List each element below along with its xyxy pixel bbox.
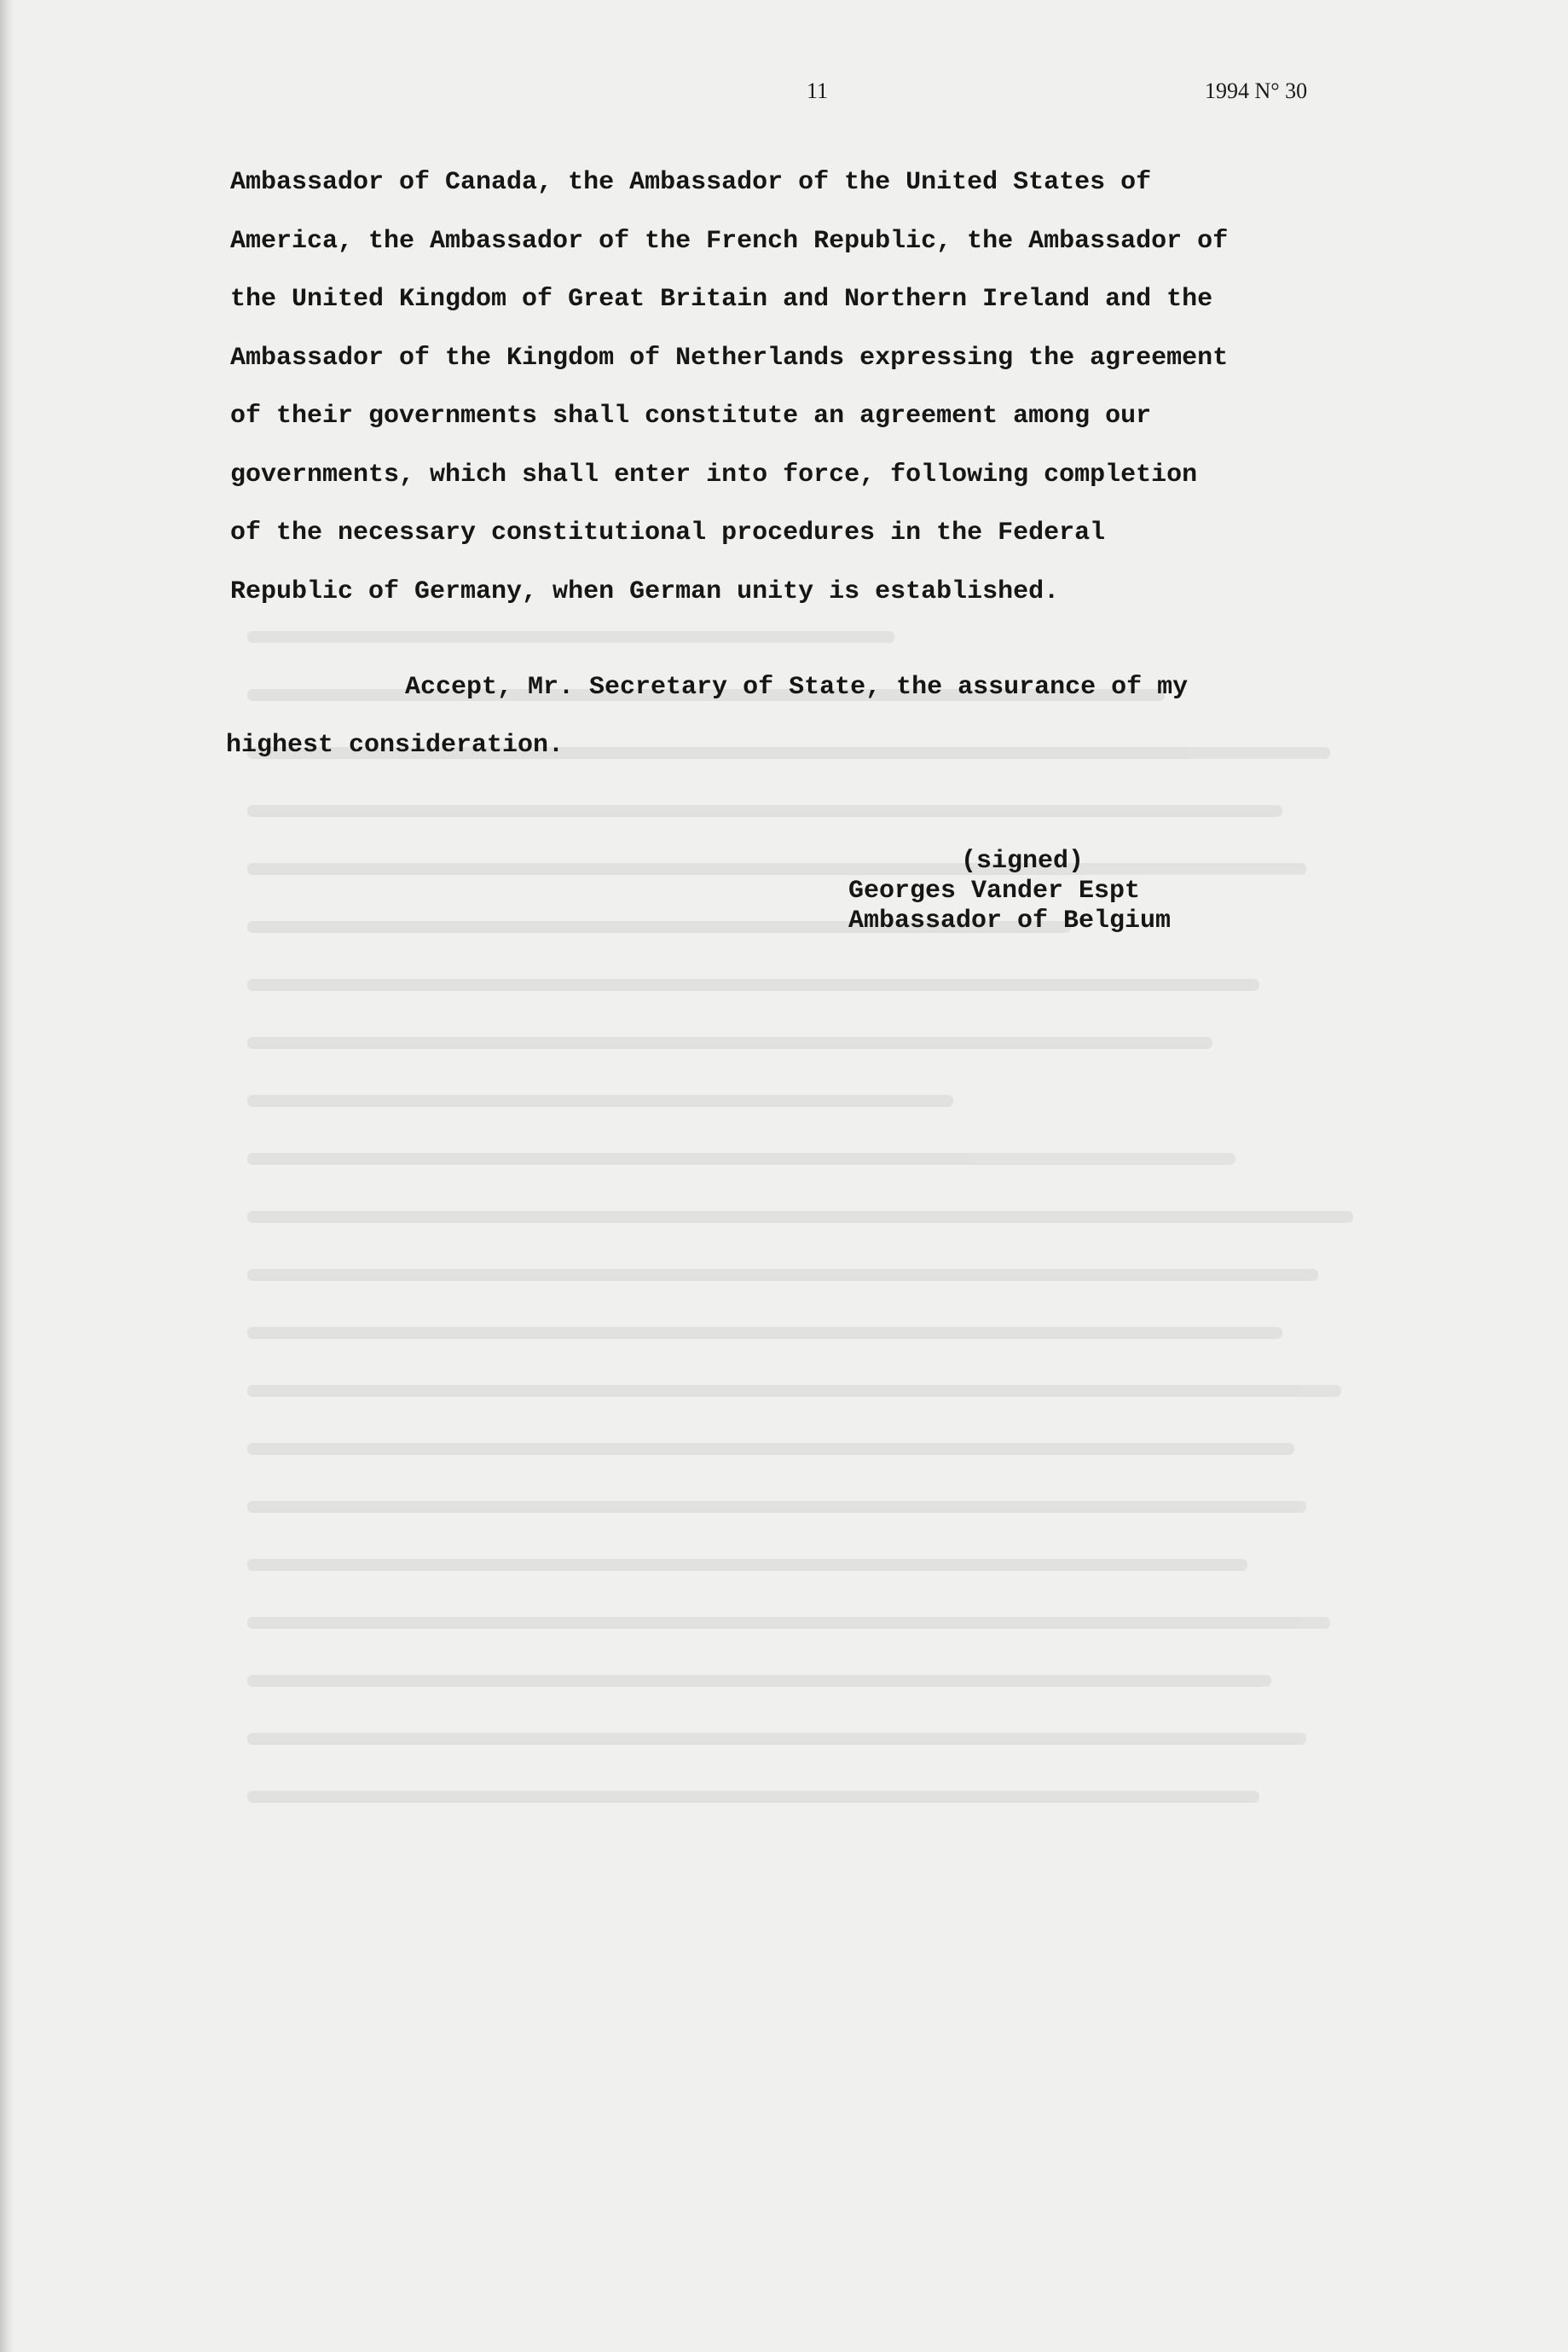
signatory-name: Georges Vander Espt: [848, 877, 1141, 906]
body-line: governments, which shall enter into force, following completion: [230, 460, 1198, 490]
body-line: of their governments shall constitute an agreement among our: [230, 402, 1152, 431]
issue-reference: 1994 N° 30: [1205, 78, 1308, 103]
body-line: of the necessary constitutional procedures in the Federal: [230, 518, 1106, 547]
closing-line-1: Accept, Mr. Secretary of State, the assurance of my: [405, 673, 1189, 702]
body-line: the United Kingdom of Great Britain and Northern Ireland and the: [230, 285, 1213, 314]
body-line: America, the Ambassador of the French Republic, the Ambassador of: [230, 226, 1229, 256]
body-line: Ambassador of the Kingdom of Netherlands expressing the agreement: [230, 343, 1229, 373]
reverse-side-show-through: [247, 631, 1424, 1868]
closing-salutation: [226, 658, 1420, 774]
letter-body: [230, 154, 1424, 621]
signed-note: (signed): [961, 847, 1085, 876]
body-line: Ambassador of Canada, the Ambassador of the United States of: [230, 168, 1152, 197]
body-line: Republic of Germany, when German unity is established.: [230, 576, 1060, 606]
closing-line-2: highest consideration.: [226, 731, 564, 760]
signature-block: [848, 847, 1171, 936]
page-number: 11: [807, 78, 829, 103]
page-binding-shadow: [0, 0, 14, 2352]
signatory-title: Ambassador of Belgium: [848, 907, 1172, 936]
